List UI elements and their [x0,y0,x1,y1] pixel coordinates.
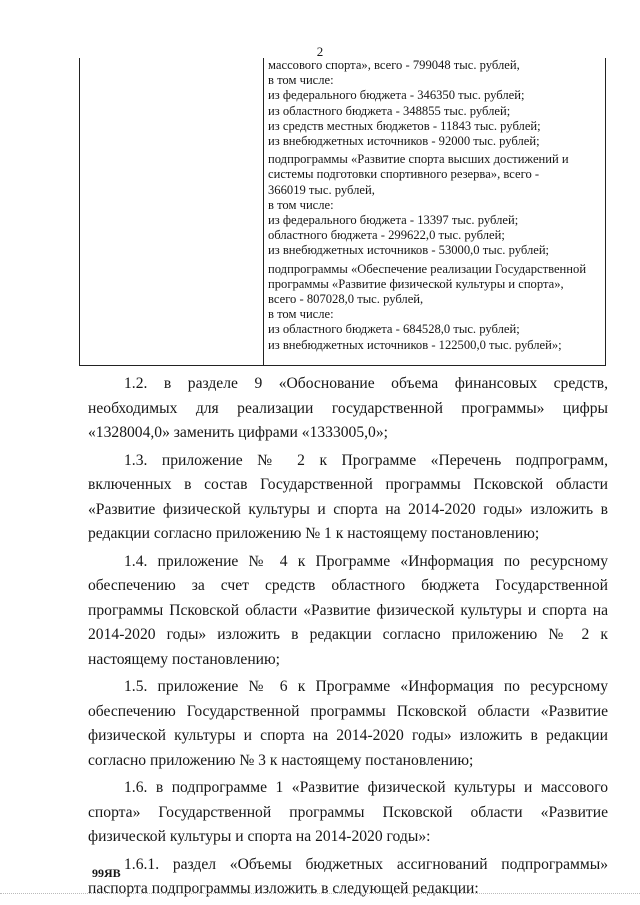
table-line: системы подготовки спортивного резерва», всего - [268,167,540,182]
table-line: из областного бюджета - 684528,0 тыс. рублей; [268,322,520,337]
table-line: из внебюджетных источников - 53000,0 тыс. рублей; [268,243,550,258]
table-line: в том числе: [268,73,334,88]
paragraph-1-5: 1.5. приложение № 6 к Программе «Информация по ресурсному обеспечению Государственной программы Псковской области «Развитие физической культуры и спорта на 2014-2020 годы» изложить в редакции согласно приложению № 3 к настоящему постановлению; [88,678,608,769]
table-line: подпрограммы «Развитие спорта высших достижений и [268,152,569,167]
funding-table [79,58,606,366]
paragraph-1-6: 1.6. в подпрограмме 1 «Развитие физической культуры и массового спорта» Государственной программы Псковской области «Развитие физической культуры и спорта на 2014-2020 годы»: [88,779,608,845]
table-line: из федерального бюджета - 346350 тыс. рублей; [268,88,525,103]
table-line: из средств местных бюджетов - 11843 тыс. рублей; [268,118,541,133]
table-line: всего - 807028,0 тыс. рублей, [268,292,424,307]
table-line: из внебюджетных источников - 92000 тыс. рублей; [268,134,540,149]
table-line: из областного бюджета - 348855 тыс. рублей; [268,103,511,118]
table-left-cell [80,58,264,365]
table-line: из внебюджетных источников - 122500,0 тыс. рублей»; [268,337,562,352]
page-number: 2 [316,44,324,59]
bottom-edge-line [0,893,640,894]
table-line: программы «Развитие физической культуры и спорта», [268,276,564,291]
paragraph-1-6-1: 1.6.1. раздел «Объемы бюджетных ассигнований подпрограммы» паспорта подпрограммы изложить в следующей редакции: [88,855,608,897]
table-line: в том числе: [268,307,334,322]
paragraph-1-2: 1.2. в разделе 9 «Обоснование объема финансовых средств, необходимых для реализации государственной программы» цифры «1328004,0» заменить цифрами «1333005,0»; [88,375,608,441]
table-line: подпрограммы «Обеспечение реализации Государственной [268,261,587,276]
table-right-cell [268,58,604,353]
table-line: в том числе: [268,197,334,212]
table-line: массового спорта», всего - 799048 тыс. рублей, [268,58,520,72]
paragraph-1-3: 1.3. приложение № 2 к Программе «Перечень подпрограмм, включенных в состав Государственной программы Псковской области «Развитие физической культуры и спорта на 2014-2020 годы» изложить в редакции согласно приложению № 1 к настоящему постановлению; [88,451,608,542]
document-body [88,372,608,905]
table-line: 366019 тыс. рублей, [268,182,375,197]
footer-code: 99ЯВ [92,866,121,880]
table-line: из федерального бюджета - 13397 тыс. рублей; [268,213,519,228]
paragraph-1-4: 1.4. приложение № 4 к Программе «Информация по ресурсному обеспечению за счет средств областного бюджета Государственной программы Псковской области «Развитие физической культуры и спорта на 2014-2020 годы» изложить в редакции согласно приложению № 2 к настоящему постановлению; [88,552,608,668]
table-line: областного бюджета - 299622,0 тыс. рублей; [268,228,505,243]
